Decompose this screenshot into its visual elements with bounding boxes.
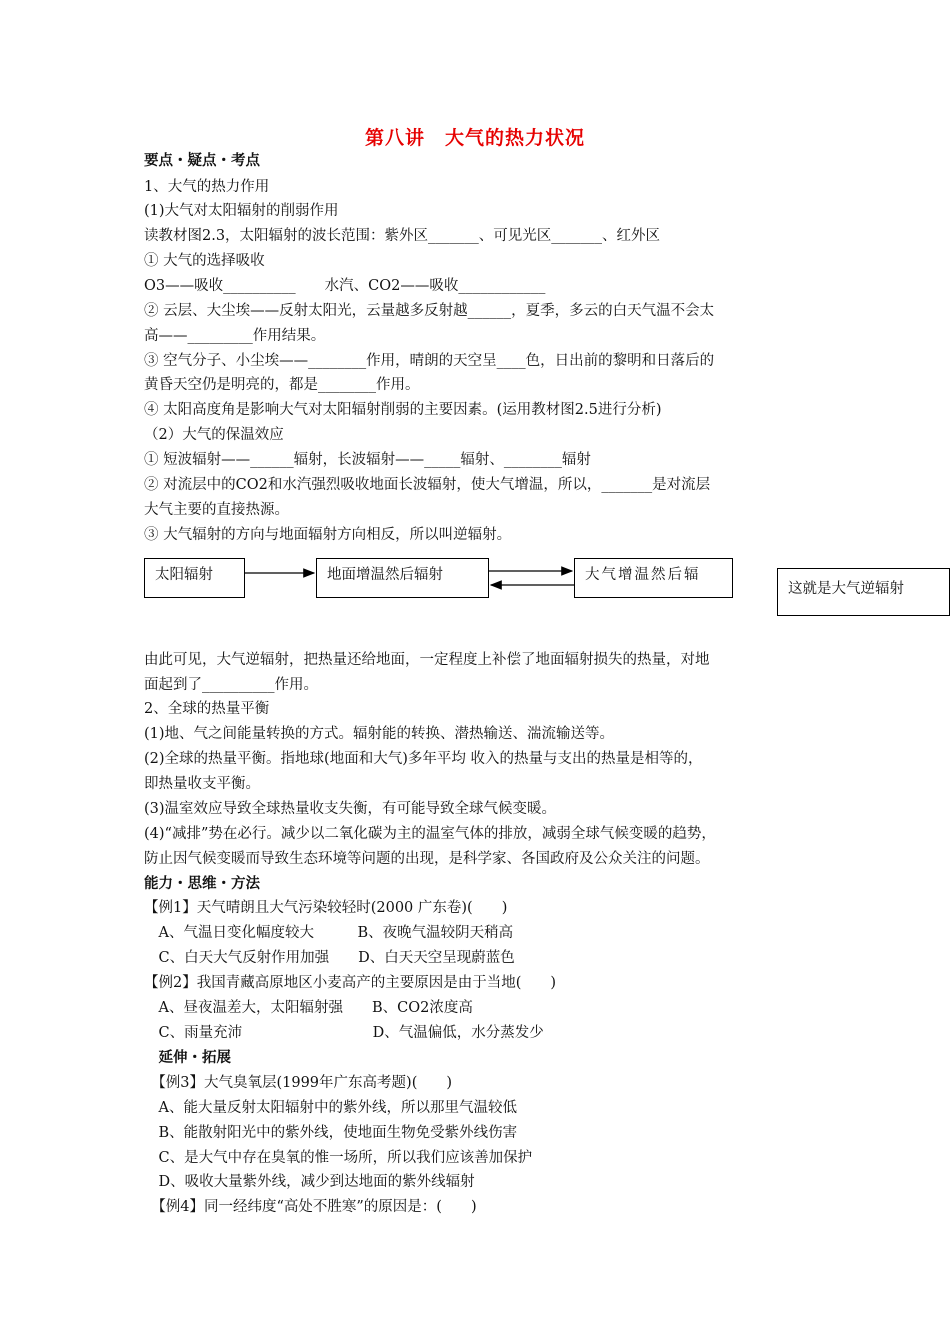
text-line: A、气温日变化幅度较大 B、夜晚气温较阴天稍高	[144, 925, 514, 941]
text-line: ④ 太阳高度角是影响大气对太阳辐射削弱的主要因素。(运用教材图2.5进行分析)	[144, 402, 662, 418]
text-line: ③ 大气辐射的方向与地面辐射方向相反，所以叫逆辐射。	[144, 527, 512, 543]
text-line: C、是大气中存在臭氧的惟一场所，所以我们应该善加保护	[144, 1150, 533, 1166]
diagram-box-ground-radiation: 地面增温然后辐射	[316, 558, 489, 598]
diagram-box-atmosphere-radiation: 大气增温然后辐	[574, 558, 733, 598]
text-line: 【例2】我国青藏高原地区小麦高产的主要原因是由于当地( )	[144, 975, 557, 991]
text-line: 2、全球的热量平衡	[144, 701, 270, 717]
text-line: 黄昏天空仍是明亮的，都是________作用。	[144, 377, 420, 393]
text-line: ③ 空气分子、小尘埃——________作用，晴朗的天空呈____色，日出前的黎明和日落后的	[144, 353, 715, 369]
text-line: C、雨量充沛 D、气温偏低，水分蒸发少	[144, 1025, 544, 1041]
text-line: 读教材图2.3，太阳辐射的波长范围：紫外区_______、可见光区_______、红外区	[144, 228, 661, 244]
text-line: 1、大气的热力作用	[144, 179, 270, 195]
text-line: 【例3】大气臭氧层(1999年广东高考题)( )	[144, 1075, 453, 1091]
text-line: ② 对流层中的CO2和水汽强烈吸收地面长波辐射，使大气增温，所以，_______是对流层	[144, 477, 711, 493]
text-line: 面起到了__________作用。	[144, 677, 318, 693]
text-line: 防止因气候变暖而导致生态环境等问题的出现，是科学家、各国政府及公众关注的问题。	[144, 851, 710, 867]
text-line: A、能大量反射太阳辐射中的紫外线，所以那里气温较低	[144, 1100, 517, 1116]
text-line: （2）大气的保温效应	[144, 427, 284, 443]
text-line: 即热量收支平衡。	[144, 776, 260, 792]
text-line: ① 短波辐射——______辐射，长波辐射——_____辐射、________辐射	[144, 452, 591, 468]
text-line: B、能散射阳光中的紫外线，使地面生物免受紫外线伤害	[144, 1125, 518, 1141]
diagram-box-solar-radiation: 太阳辐射	[144, 558, 245, 598]
text-line: 【例1】天气晴朗且大气污染较轻时(2000 广东卷)( )	[144, 900, 508, 916]
text-line: A、昼夜温差大，太阳辐射强 B、CO2浓度高	[144, 1000, 473, 1016]
text-line: (3)温室效应导致全球热量收支失衡，有可能导致全球气候变暖。	[144, 801, 557, 817]
text-line: 高——_________作用结果。	[144, 328, 326, 344]
section-heading: 能力・思维・方法	[144, 876, 260, 892]
section-heading: 延伸・拓展	[144, 1050, 231, 1066]
text-line: C、白天大气反射作用加强 D、白天天空呈现蔚蓝色	[144, 950, 515, 966]
text-line: (2)全球的热量平衡。指地球(地面和大气)多年平均 收入的热量与支出的热量是相等的，	[144, 751, 703, 767]
page-title: 第八讲 大气的热力状况	[364, 127, 585, 149]
text-line: D、吸收大量紫外线，减少到达地面的紫外线辐射	[144, 1174, 475, 1190]
text-line: O3——吸收__________ 水汽、CO2——吸收____________	[144, 278, 546, 294]
text-line: (4)“减排”势在必行。减少以二氧化碳为主的温室气体的排放，减弱全球气候变暖的趋势，	[144, 826, 716, 842]
section-heading: 要点・疑点・考点	[144, 153, 260, 169]
text-line: (1)地、气之间能量转换的方式。辐射能的转换、潜热输送、湍流输送等。	[144, 726, 615, 742]
text-line: ① 大气的选择吸收	[144, 253, 265, 269]
text-line: 【例4】同一经纬度“高处不胜寒”的原因是：( )	[144, 1199, 477, 1215]
text-line: 由此可见，大气逆辐射，把热量还给地面，一定程度上补偿了地面辐射损失的热量，对地	[144, 652, 710, 668]
text-line: (1)大气对太阳辐射的削弱作用	[144, 203, 339, 219]
diagram-box-counter-radiation: 这就是大气逆辐射	[777, 568, 950, 616]
text-line: ② 云层、大尘埃——反射太阳光，云量越多反射越______，夏季，多云的白天气温不会太	[144, 303, 715, 319]
text-line: 大气主要的直接热源。	[144, 502, 289, 518]
